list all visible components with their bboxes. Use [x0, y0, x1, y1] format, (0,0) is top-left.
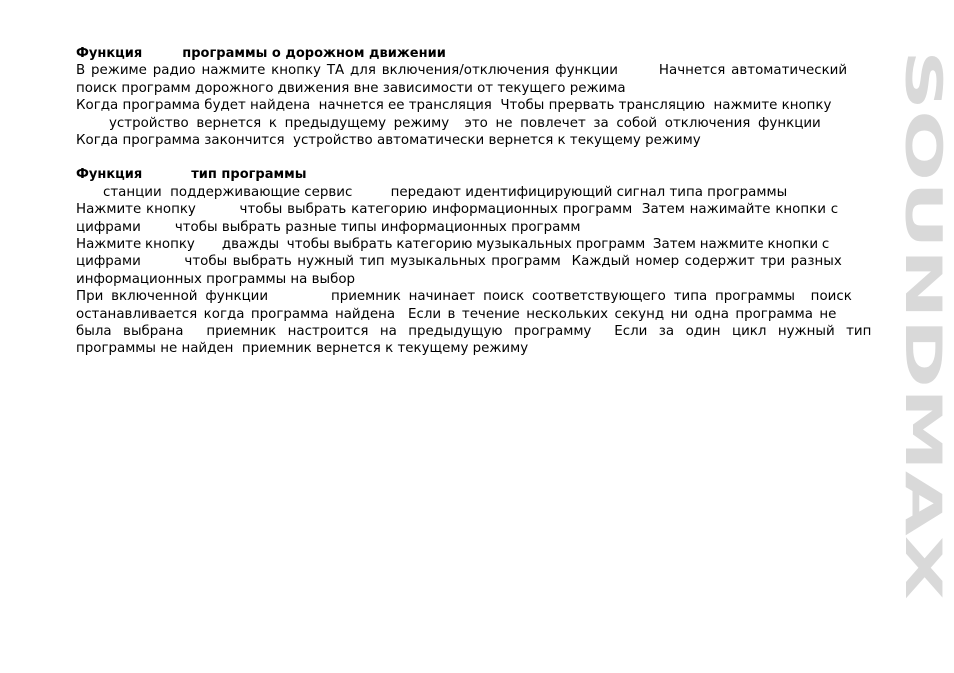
text-line: цифрами чтобы выбрать нужный тип музыкальных программ Каждый номер содержит три разных: [76, 254, 842, 270]
text-line: была выбрана приемник настроится на предыдущую программу Если за один цикл нужный тип: [76, 324, 872, 340]
heading-function-title: программы о дорожном движении: [182, 46, 446, 61]
text-line: станции поддерживающие сервис передают идентифицирующий сигнал типа программы: [103, 184, 788, 200]
heading-function-label: Функция: [76, 167, 143, 183]
manual-page: [76, 45, 880, 375]
text-line: Нажмите кнопку чтобы выбрать категорию информационных программ Затем нажимайте кнопки с: [76, 202, 839, 218]
section-heading: [76, 166, 880, 183]
text-line: При включенной функции приемник начинает поиск соответствующего типа программы поиск: [76, 289, 852, 305]
paragraph: [76, 184, 880, 358]
text-line: программы не найден приемник вернется к текущему режиму: [76, 341, 529, 357]
text-line: Когда программа будет найдена начнется ее трансляция Чтобы прервать трансляцию нажмите кнопку: [76, 98, 832, 114]
soundmax-logo-text: SOUNDMAX: [894, 50, 952, 380]
text-line: поиск программ дорожного движения вне зависимости от текущего режима: [76, 80, 626, 96]
text-line: Когда программа закончится устройство автоматически вернется к текущему режиму: [76, 133, 701, 149]
brand-logo: [894, 50, 952, 610]
text-line: цифрами чтобы выбрать разные типы информационных программ: [76, 219, 581, 235]
section-program-type: [76, 166, 880, 357]
text-line: останавливается когда программа найдена Если в течение нескольких секунд ни одна программа не: [76, 306, 837, 322]
section-heading: [76, 45, 880, 62]
heading-function-label: Функция: [76, 46, 143, 61]
text-line: Нажмите кнопку дважды чтобы выбрать категорию музыкальных программ Затем нажмите кнопки с: [76, 237, 830, 253]
text-line: устройство вернется к предыдущему режиму это не повлечет за собой отключения функции: [109, 115, 821, 131]
paragraph: [76, 62, 880, 149]
soundmax-logo-vertical: [894, 50, 952, 610]
text-line: информационных программы на выбор: [76, 271, 356, 287]
section-traffic-announcement: [76, 45, 880, 149]
heading-function-title: тип программы: [191, 167, 307, 183]
text-line: В режиме радио нажмите кнопку ТА для включения/отключения функции Начнется автоматический: [76, 63, 848, 79]
